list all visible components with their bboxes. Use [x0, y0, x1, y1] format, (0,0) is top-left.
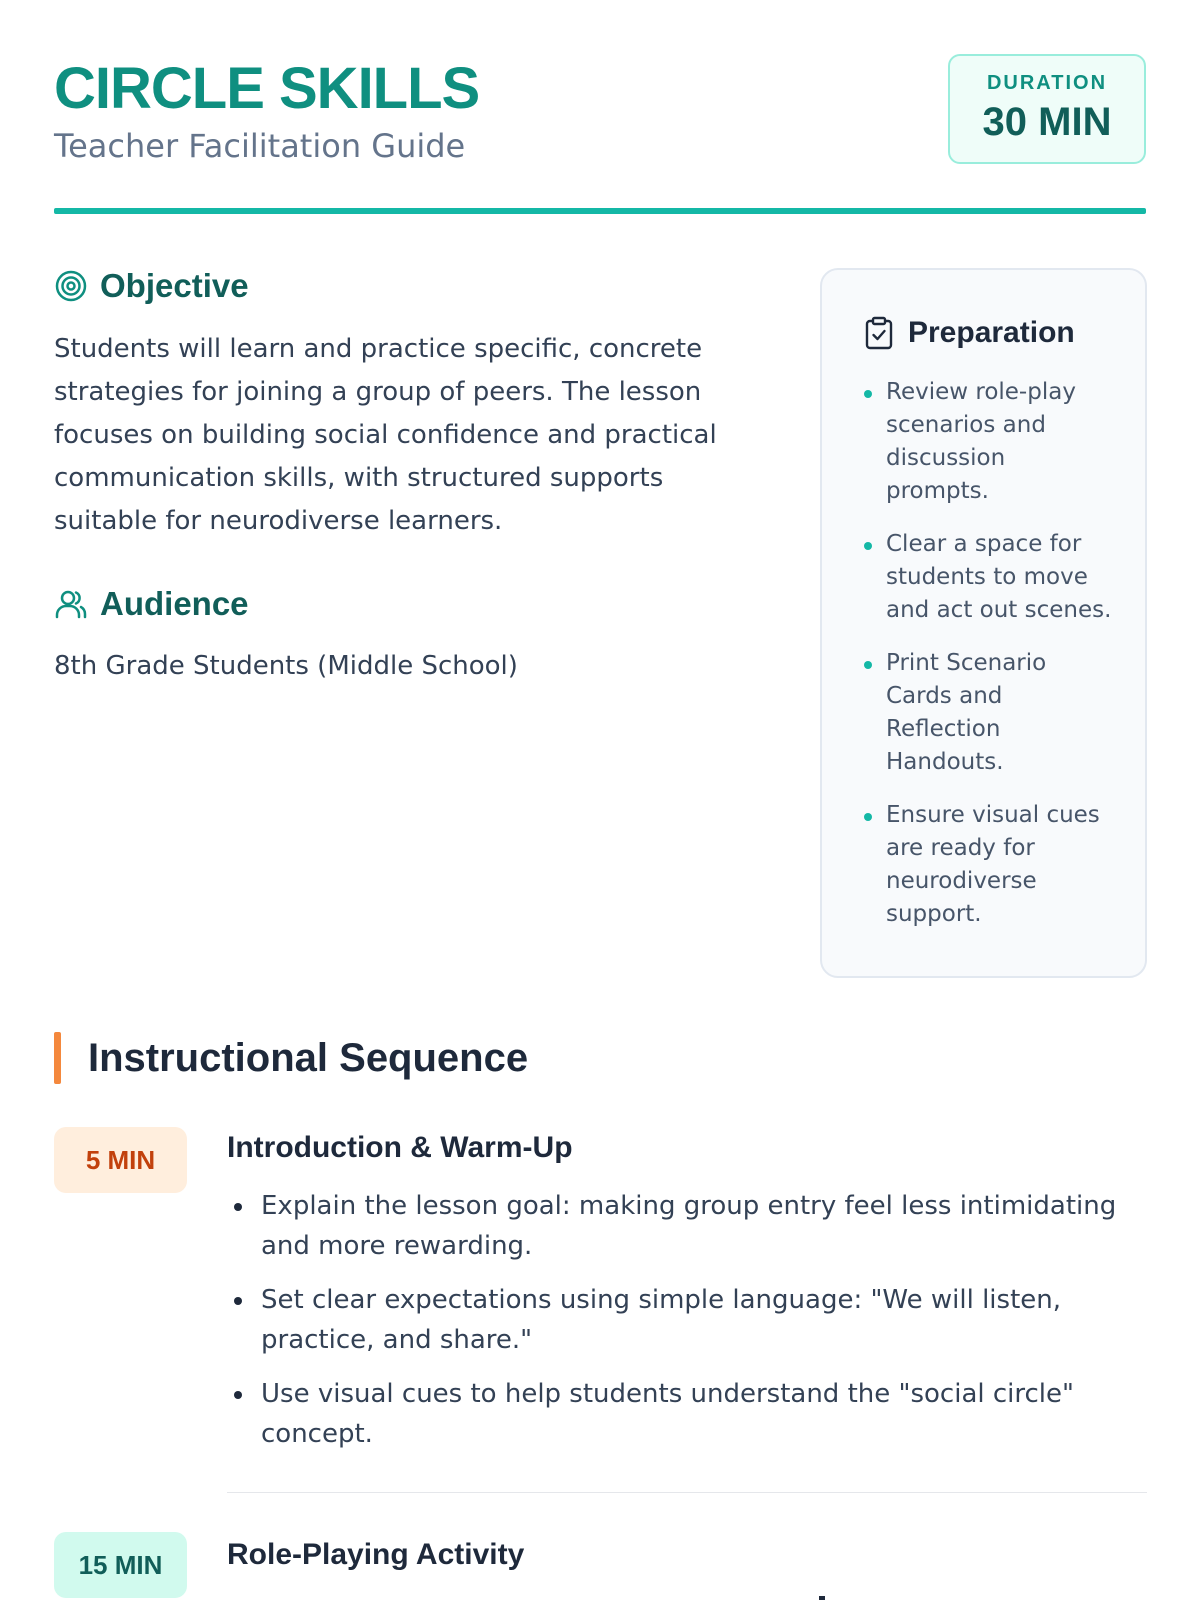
list-item [227, 1186, 1147, 1266]
objective-heading [54, 266, 249, 306]
audience-heading-label: Audience [100, 585, 249, 622]
list-item [864, 528, 1114, 627]
preparation-item: Review role-play scenarios and discussion prompts. [886, 379, 1076, 504]
cut-off-text-fragment [819, 1596, 825, 1600]
page-subtitle: Teacher Facilitation Guide [54, 127, 466, 165]
sequence-heading [54, 1032, 528, 1084]
step-duration-badge: 5 MIN [54, 1127, 187, 1193]
target-icon [54, 269, 88, 303]
preparation-item: Ensure visual cues are ready for neurodiverse support. [886, 802, 1100, 927]
step-item: Explain the lesson goal: making group entry feel less intimidating and more rewarding. [261, 1191, 1117, 1261]
bullet-dot [234, 1203, 242, 1211]
sequence-heading-label: Instructional Sequence [88, 1035, 529, 1080]
list-item [864, 647, 1114, 779]
step-item: Set clear expectations using simple language: "We will listen, practice, and share." [261, 1285, 1062, 1355]
step-item: Use visual cues to help students understand the "social circle" concept. [261, 1379, 1074, 1449]
duration-badge [948, 54, 1146, 164]
list-item [864, 376, 1114, 508]
audience-text: 8th Grade Students (Middle School) [54, 651, 518, 681]
users-icon [54, 587, 88, 621]
step-list [227, 1186, 1147, 1468]
bullet-dot [864, 661, 872, 669]
list-item [227, 1280, 1147, 1360]
page-title: CIRCLE SKILLS [54, 56, 480, 121]
step-title: Role-Playing Activity [227, 1538, 525, 1571]
section-accent-bar [54, 1032, 61, 1084]
header-divider [54, 208, 1146, 214]
duration-label: DURATION [986, 72, 1108, 94]
bullet-dot [234, 1391, 242, 1399]
objective-heading-label: Objective [100, 267, 249, 304]
bullet-dot [864, 813, 872, 821]
bullet-dot [234, 1297, 242, 1305]
preparation-card [820, 268, 1147, 978]
audience-heading [54, 584, 249, 624]
page-header [54, 50, 1146, 215]
clipboard-check-icon [864, 316, 894, 350]
preparation-heading [864, 316, 1075, 350]
preparation-heading-label: Preparation [908, 316, 1075, 349]
step-duration-badge: 15 MIN [54, 1532, 187, 1598]
step-title: Introduction & Warm-Up [227, 1131, 573, 1164]
step-divider [227, 1492, 1147, 1493]
duration-value: 30 MIN [982, 100, 1112, 144]
list-item [227, 1374, 1147, 1454]
preparation-item: Clear a space for students to move and act out scenes. [886, 531, 1112, 623]
preparation-item: Print Scenario Cards and Reflection Handouts. [886, 650, 1047, 775]
list-item [864, 799, 1114, 931]
preparation-list [864, 376, 1114, 951]
bullet-dot [864, 390, 872, 398]
bullet-dot [864, 542, 872, 550]
objective-text: Students will learn and practice specific, concrete strategies for joining a group of peers. The lesson focuses on building social confidence and practical communication skills, with structured supports suitable for neurodiverse learners. [54, 334, 717, 536]
